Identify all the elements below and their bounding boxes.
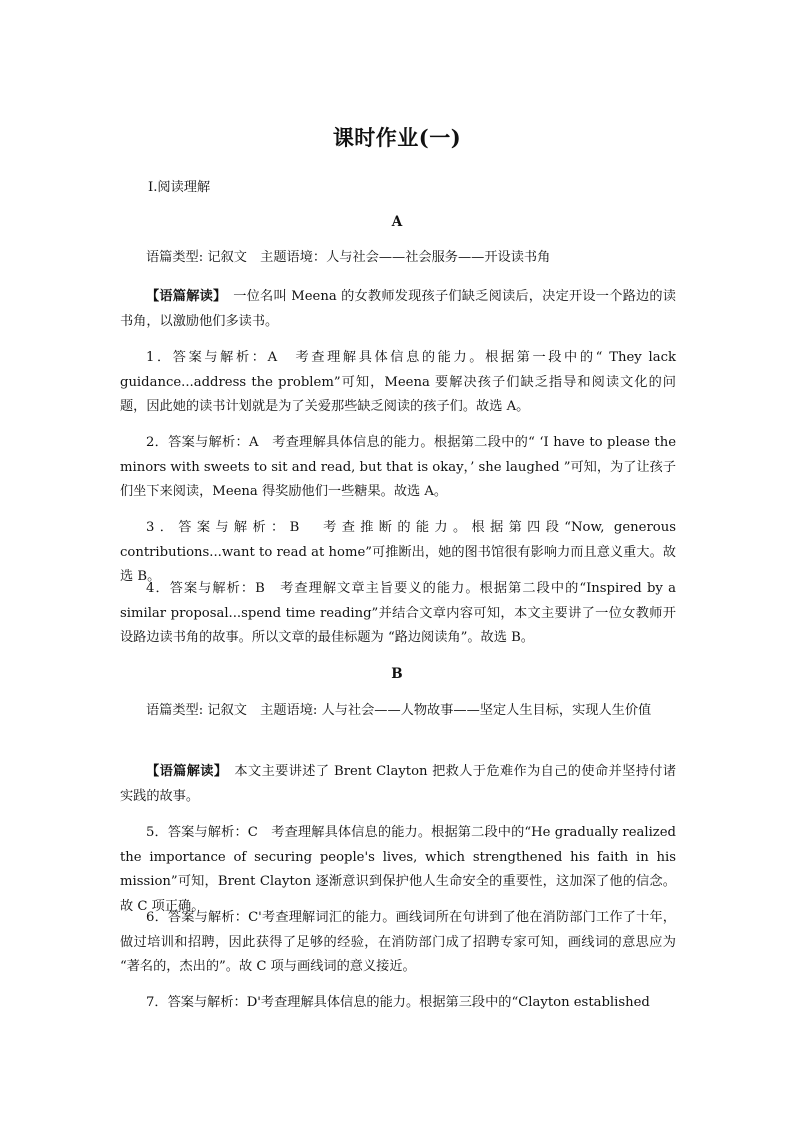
part-a-summary: [120, 285, 676, 334]
part-b-label: B: [391, 666, 403, 682]
part-a-label: A: [391, 214, 403, 230]
section-heading: Ⅰ.阅读理解: [148, 180, 211, 195]
summary-tag: 【语篇解读】: [146, 764, 221, 779]
answer-4: 4．答案与解析：B 考查理解文章主旨要义的能力。根据第二段中的“Inspired by a similar proposal...spend time reading”并结合文章内容可知，本文主要讲了一位女教师开设路边读书角的故事。所以文章的最佳标题为 “路边阅读角”。故选 B。: [120, 581, 676, 645]
answer-2: 2．答案与解析：A 考查理解具体信息的能力。根据第二段中的“ ‘I have to please the minors with sweets to sit and read, but that is okay，’ she laughed ”可知，为了让孩子们坐下来阅读，Meena 得奖励他们一些糖果。故选 A。: [120, 435, 676, 499]
part-b-summary: [120, 760, 676, 809]
part-a-genre: 语篇类型: 记叙文 主题语境：人与社会——社会服务——开设读书角: [146, 250, 551, 265]
answer-3: 3．答案与解析：B 考查推断的能力。根据第四段“Now, generous contributions...want to read at home”可推断出，她的图书馆很有影响力而且意义重大。故选 B。: [120, 520, 676, 584]
answer-6: 6．答案与解析：C'考查理解词汇的能力。画线词所在句讲到了他在消防部门工作了十年，做过培训和招聘，因此获得了足够的经验，在消防部门成了招聘专家可知，画线词的意思应为 “著名的，杰出的”。故 C 项与画线词的意义接近。: [120, 910, 676, 974]
answer-7: 7．答案与解析：D'考查理解具体信息的能力。根据第三段中的“Clayton established: [146, 995, 650, 1010]
answer-1: 1．答案与解析：A 考查理解具体信息的能力。根据第一段中的“ They lack guidance...address the problem”可知，Meena 要解决孩子们缺乏指导和阅读文化的问题，因此她的读书计划就是为了关爱那些缺乏阅读的孩子们。故选 A。: [120, 350, 676, 414]
answer-5: 5．答案与解析：C 考查理解具体信息的能力。根据第二段中的“He gradually realized the importance of securing people's lives, which strengthened his faith in his mission”可知，Brent Clayton 逐渐意识到保护他人生命安全的重要性，这加深了他的信念。故 C 项正确。: [120, 825, 676, 914]
page-title: 课时作业(一): [332, 125, 462, 150]
summary-text: 一位名叫 Meena 的女教师发现孩子们缺乏阅读后，决定开设一个路边的读书角，以激励他们多读书。: [120, 289, 676, 329]
part-b-genre: 语篇类型: 记叙文 主题语境: 人与社会——人物故事——坚定人生目标，实现人生价值: [146, 703, 652, 718]
summary-tag: 【语篇解读】: [146, 289, 220, 304]
summary-text: 本文主要讲述了 Brent Clayton 把救人于危难作为自己的使命并坚持付诸实践的故事。: [120, 764, 677, 804]
